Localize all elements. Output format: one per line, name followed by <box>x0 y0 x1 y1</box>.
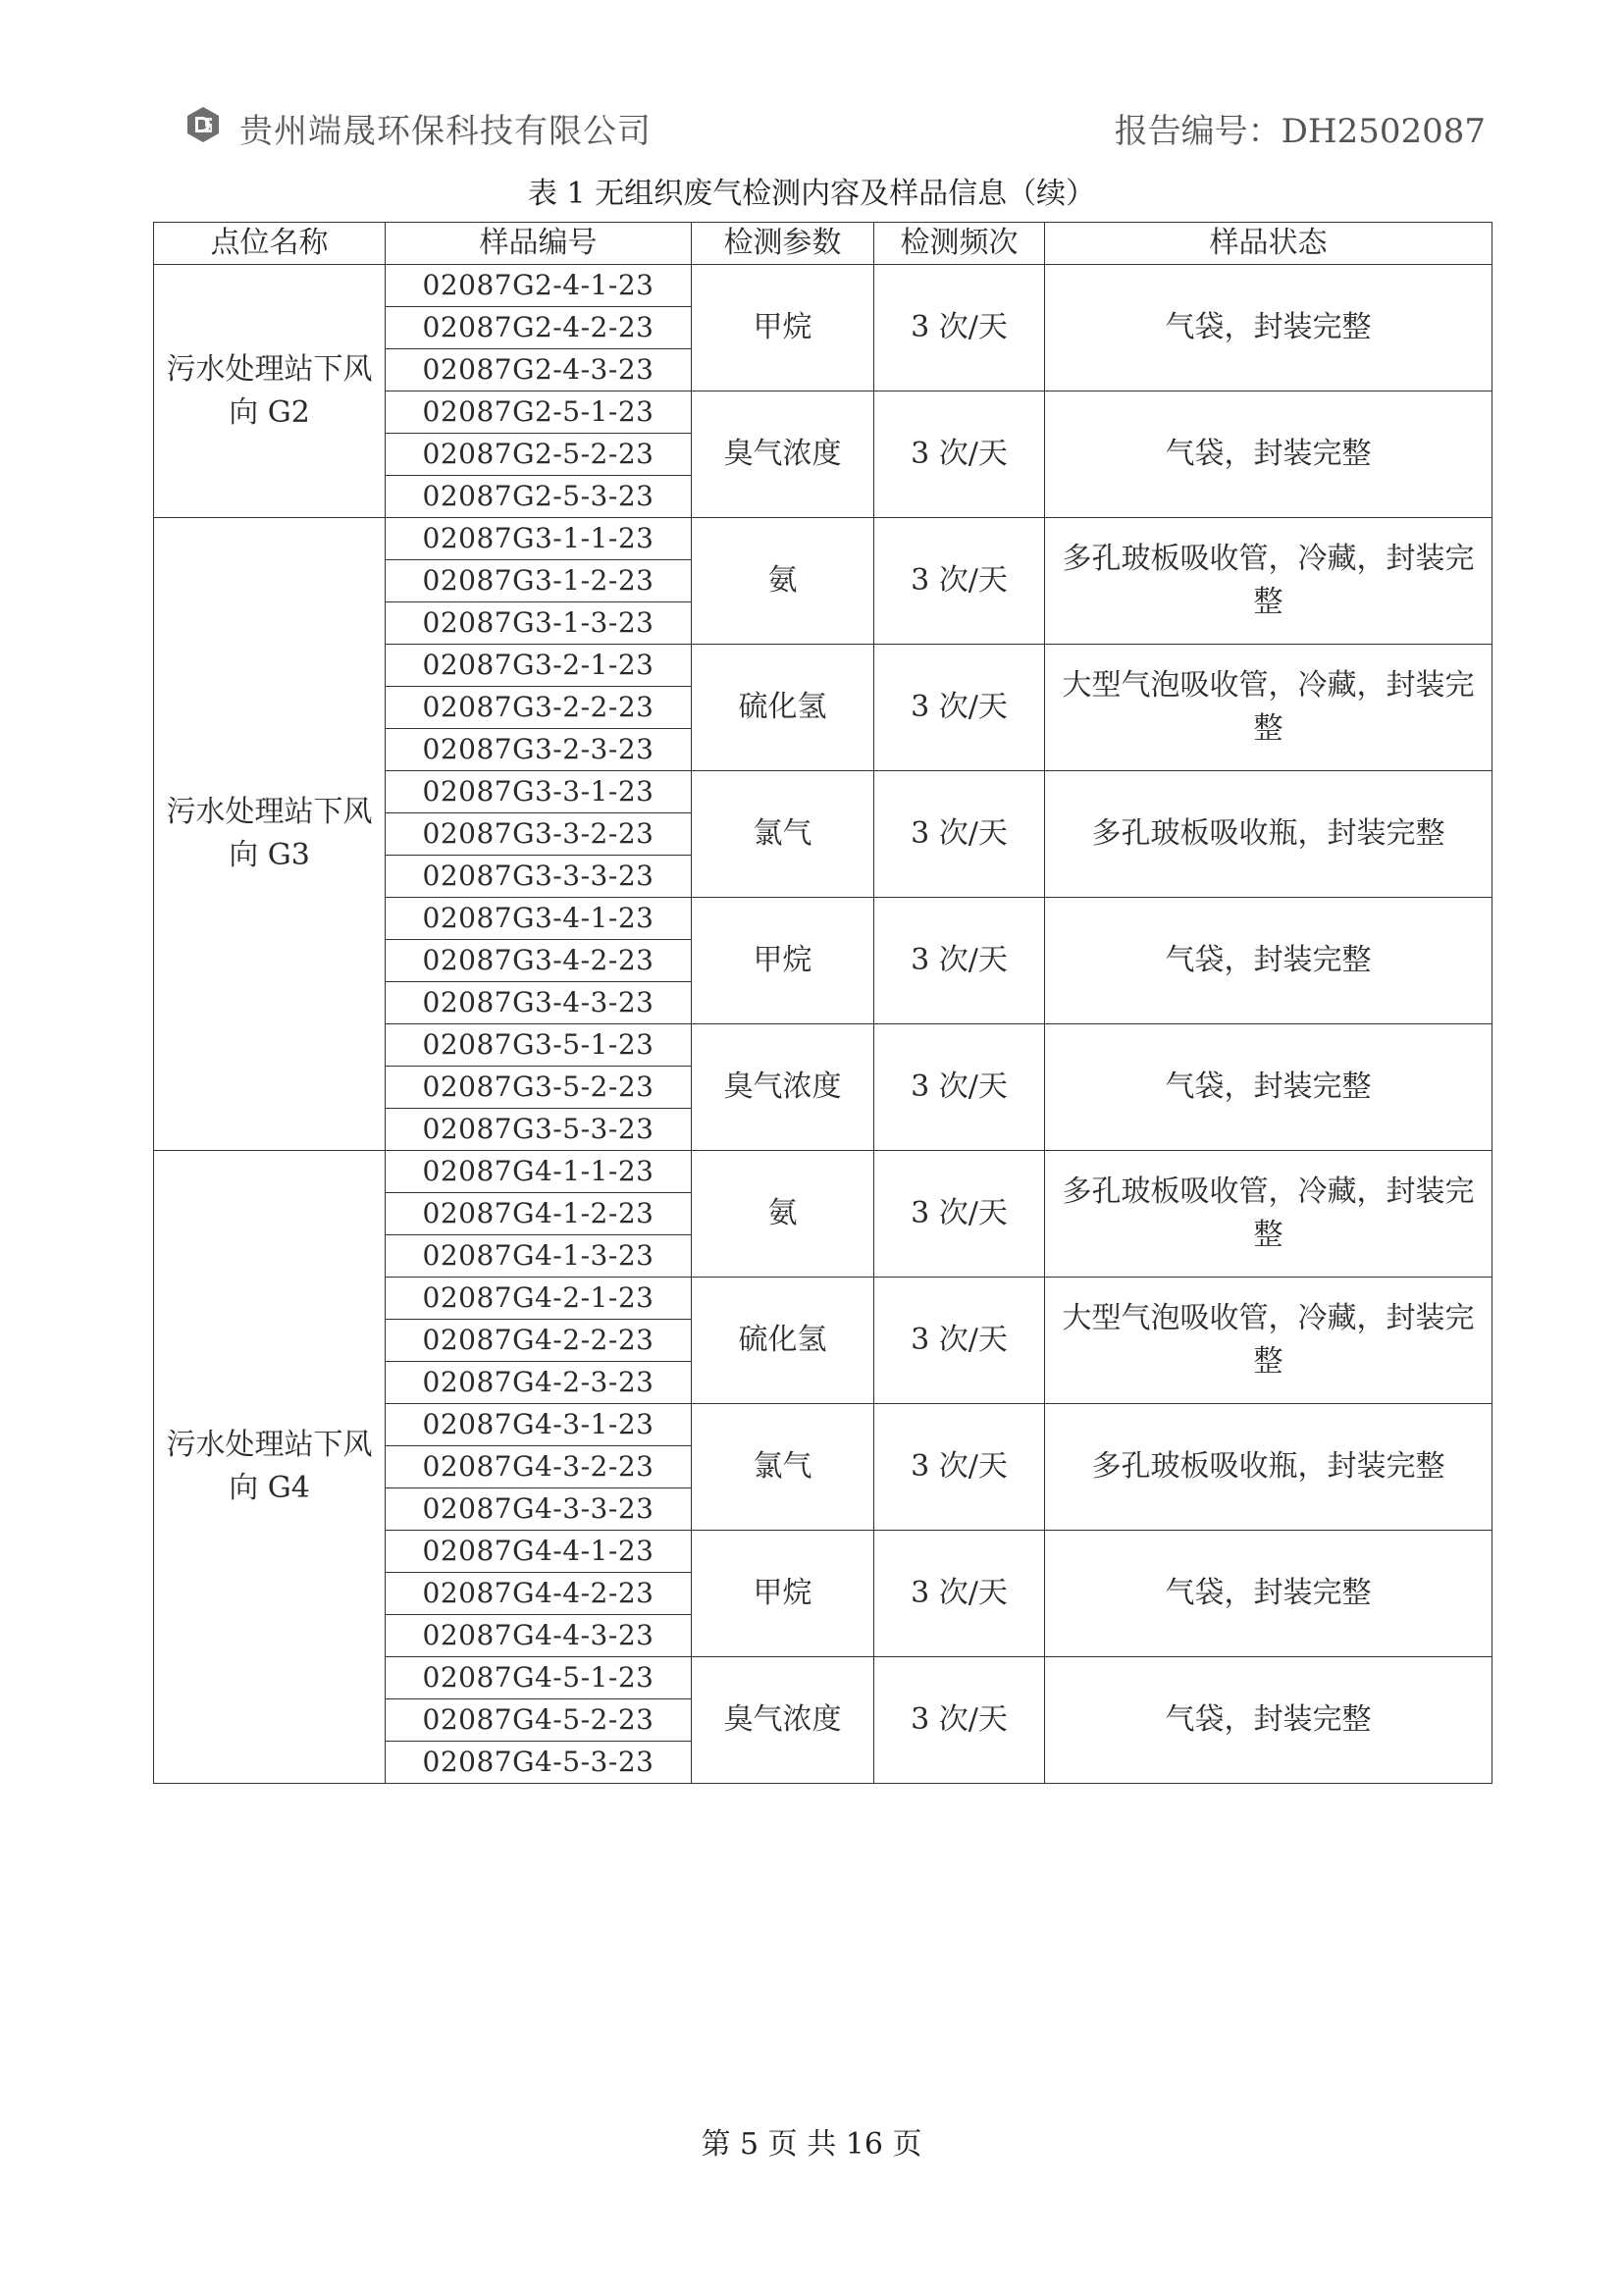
page-header <box>184 98 1486 153</box>
column-header-sample-id: 样品编号 <box>386 223 692 265</box>
sample-id: 02087G4-1-2-23 <box>386 1193 692 1235</box>
sample-id: 02087G4-4-2-23 <box>386 1573 692 1615</box>
test-parameter: 氨 <box>692 518 874 645</box>
page-number: 第 5 页 共 16 页 <box>701 2127 922 2162</box>
table-header-row <box>154 223 1492 265</box>
sample-id: 02087G3-4-2-23 <box>386 940 692 982</box>
test-parameter: 氯气 <box>692 1404 874 1531</box>
sample-id: 02087G3-1-3-23 <box>386 602 692 645</box>
sample-state: 多孔玻板吸收管，冷藏，封装完整 <box>1045 518 1492 645</box>
sample-id: 02087G4-3-3-23 <box>386 1488 692 1531</box>
sample-info-table <box>153 222 1492 1784</box>
test-parameter: 氯气 <box>692 771 874 898</box>
table-row <box>154 1151 1492 1193</box>
sample-id: 02087G3-3-2-23 <box>386 813 692 856</box>
table-body <box>154 265 1492 1784</box>
location-name: 污水处理站下风向 G3 <box>154 518 386 1151</box>
sample-id: 02087G2-4-3-23 <box>386 349 692 391</box>
sample-id: 02087G2-4-2-23 <box>386 307 692 349</box>
sample-id: 02087G2-5-2-23 <box>386 434 692 476</box>
test-frequency: 3 次/天 <box>874 645 1045 771</box>
sample-state: 气袋，封装完整 <box>1045 1531 1492 1657</box>
sample-id: 02087G4-4-1-23 <box>386 1531 692 1573</box>
sample-state: 多孔玻板吸收瓶，封装完整 <box>1045 1404 1492 1531</box>
test-frequency: 3 次/天 <box>874 1657 1045 1784</box>
sample-id: 02087G4-5-1-23 <box>386 1657 692 1699</box>
table-row <box>154 518 1492 560</box>
sample-id: 02087G4-3-2-23 <box>386 1446 692 1488</box>
sample-id: 02087G4-2-3-23 <box>386 1362 692 1404</box>
company-name: 贵州端晟环保科技有限公司 <box>239 112 652 151</box>
sample-state: 多孔玻板吸收瓶，封装完整 <box>1045 771 1492 898</box>
location-name: 污水处理站下风向 G2 <box>154 265 386 518</box>
sample-state: 大型气泡吸收管，冷藏，封装完整 <box>1045 1278 1492 1404</box>
sample-id: 02087G3-5-2-23 <box>386 1067 692 1109</box>
test-frequency: 3 次/天 <box>874 265 1045 391</box>
sample-id: 02087G3-2-1-23 <box>386 645 692 687</box>
test-frequency: 3 次/天 <box>874 391 1045 518</box>
test-parameter: 臭气浓度 <box>692 391 874 518</box>
sample-id: 02087G3-1-2-23 <box>386 560 692 602</box>
test-frequency: 3 次/天 <box>874 898 1045 1024</box>
sample-id: 02087G4-5-3-23 <box>386 1742 692 1784</box>
sample-state: 气袋，封装完整 <box>1045 1024 1492 1151</box>
sample-state: 气袋，封装完整 <box>1045 1657 1492 1784</box>
test-frequency: 3 次/天 <box>874 518 1045 645</box>
sample-id: 02087G4-3-1-23 <box>386 1404 692 1446</box>
sample-id: 02087G4-1-3-23 <box>386 1235 692 1278</box>
column-header-sample-state: 样品状态 <box>1045 223 1492 265</box>
test-frequency: 3 次/天 <box>874 1404 1045 1531</box>
test-parameter: 氨 <box>692 1151 874 1278</box>
test-parameter: 硫化氢 <box>692 645 874 771</box>
column-header-location: 点位名称 <box>154 223 386 265</box>
sample-id: 02087G3-1-1-23 <box>386 518 692 560</box>
test-frequency: 3 次/天 <box>874 1278 1045 1404</box>
test-frequency: 3 次/天 <box>874 1531 1045 1657</box>
company-logo-icon <box>184 106 222 143</box>
sample-id: 02087G3-4-1-23 <box>386 898 692 940</box>
location-name: 污水处理站下风向 G4 <box>154 1151 386 1784</box>
table-row <box>154 265 1492 307</box>
sample-state: 气袋，封装完整 <box>1045 391 1492 518</box>
sample-id: 02087G2-4-1-23 <box>386 265 692 307</box>
sample-state: 多孔玻板吸收管，冷藏，封装完整 <box>1045 1151 1492 1278</box>
test-frequency: 3 次/天 <box>874 1151 1045 1278</box>
sample-id: 02087G2-5-3-23 <box>386 476 692 518</box>
sample-id: 02087G3-2-3-23 <box>386 729 692 771</box>
sample-id: 02087G3-3-3-23 <box>386 856 692 898</box>
column-header-parameter: 检测参数 <box>692 223 874 265</box>
sample-id: 02087G3-3-1-23 <box>386 771 692 813</box>
test-frequency: 3 次/天 <box>874 771 1045 898</box>
test-parameter: 甲烷 <box>692 265 874 391</box>
test-parameter: 硫化氢 <box>692 1278 874 1404</box>
test-parameter: 甲烷 <box>692 1531 874 1657</box>
sample-id: 02087G4-2-2-23 <box>386 1320 692 1362</box>
test-parameter: 臭气浓度 <box>692 1657 874 1784</box>
sample-id: 02087G4-5-2-23 <box>386 1699 692 1742</box>
test-frequency: 3 次/天 <box>874 1024 1045 1151</box>
table-title: 表 1 无组织废气检测内容及样品信息（续） <box>527 177 1096 211</box>
test-parameter: 臭气浓度 <box>692 1024 874 1151</box>
column-header-frequency: 检测频次 <box>874 223 1045 265</box>
sample-state: 大型气泡吸收管，冷藏，封装完整 <box>1045 645 1492 771</box>
sample-id: 02087G4-2-1-23 <box>386 1278 692 1320</box>
sample-state: 气袋，封装完整 <box>1045 265 1492 391</box>
sample-id: 02087G3-5-1-23 <box>386 1024 692 1067</box>
test-parameter: 甲烷 <box>692 898 874 1024</box>
sample-id: 02087G3-5-3-23 <box>386 1109 692 1151</box>
sample-id: 02087G4-4-3-23 <box>386 1615 692 1657</box>
sample-state: 气袋，封装完整 <box>1045 898 1492 1024</box>
sample-id: 02087G3-4-3-23 <box>386 982 692 1024</box>
sample-id: 02087G3-2-2-23 <box>386 687 692 729</box>
sample-id: 02087G2-5-1-23 <box>386 391 692 434</box>
sample-id: 02087G4-1-1-23 <box>386 1151 692 1193</box>
report-number: 报告编号：DH2502087 <box>1114 112 1486 151</box>
